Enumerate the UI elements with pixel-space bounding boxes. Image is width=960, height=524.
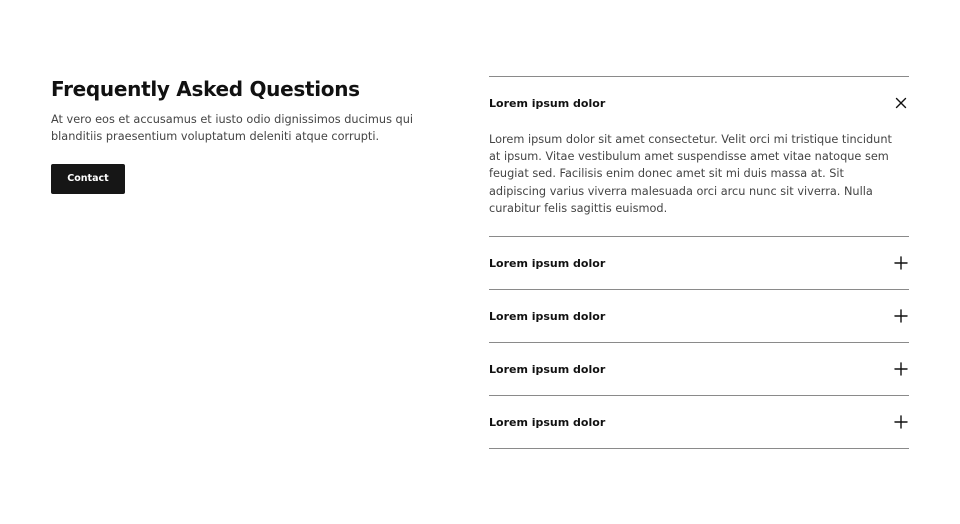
- faq-question-toggle[interactable]: [489, 237, 909, 289]
- faq-question-label: Lorem ipsum dolor: [489, 362, 606, 376]
- faq-question-toggle[interactable]: [489, 396, 909, 448]
- faq-item: [489, 343, 909, 396]
- faq-question-toggle[interactable]: [489, 290, 909, 342]
- faq-item: [489, 77, 909, 237]
- faq-item: [489, 396, 909, 449]
- faq-question-label: Lorem ipsum dolor: [489, 256, 606, 270]
- plus-icon[interactable]: [894, 362, 908, 376]
- intro-description: At vero eos et accusamus et iusto odio dignissimos ducimus qui blanditiis praesentium voluptatum deleniti atque corrupti.: [51, 113, 414, 143]
- plus-icon[interactable]: [894, 309, 908, 323]
- faq-question-label: Lorem ipsum dolor: [489, 415, 606, 429]
- plus-icon[interactable]: [894, 256, 908, 270]
- plus-icon[interactable]: [894, 415, 908, 429]
- faq-answer: Lorem ipsum dolor sit amet consectetur. Velit orci mi tristique tincidunt at ipsum. Vitae vestibulum amet suspendisse amet vitae natoque sem feugiat sed. Facilisis enim donec amet sit mi duis massa at. Sit adipiscing varius viverra malesuada orci arcu nunc sit viverra. Nulla curabitur felis sagittis euismod.: [489, 133, 892, 215]
- faq-accordion: [489, 76, 909, 449]
- page-title: Frequently Asked Questions: [51, 77, 360, 101]
- faq-question-label: Lorem ipsum dolor: [489, 309, 606, 323]
- faq-question-toggle[interactable]: [489, 343, 909, 395]
- faq-question-toggle[interactable]: [489, 77, 909, 129]
- close-icon[interactable]: [894, 96, 908, 110]
- contact-button[interactable]: Contact: [51, 164, 125, 194]
- faq-item: [489, 237, 909, 290]
- faq-item: [489, 290, 909, 343]
- faq-intro: [51, 76, 421, 194]
- faq-question-label: Lorem ipsum dolor: [489, 96, 606, 110]
